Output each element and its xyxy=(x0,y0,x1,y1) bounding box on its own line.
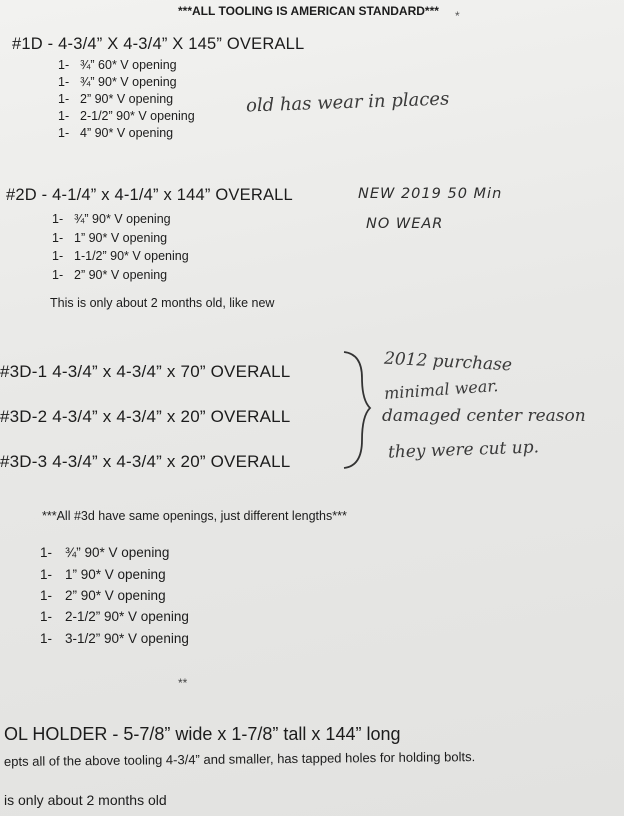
handwritten-note-2d-age: NEW 2019 50 Min xyxy=(358,186,503,202)
handwritten-note-3d-damage: damaged center reason xyxy=(382,406,586,426)
handwritten-note-1d: old has wear in places xyxy=(245,88,450,117)
holder-note: is only about 2 months old xyxy=(4,792,167,808)
list-item: 1- 2” 90* V opening xyxy=(58,92,174,106)
list-item: 1- ¾” 90* V opening xyxy=(58,75,177,89)
handwritten-note-3d-cut: they were cut up. xyxy=(387,437,540,463)
list-item: 1- 4” 90* V opening xyxy=(58,126,174,140)
list-item: 1- 3-1/2” 90* V opening xyxy=(40,631,189,646)
asterisk-mark: ** xyxy=(178,676,188,690)
list-item: 1- 1” 90* V opening xyxy=(52,231,168,245)
handwritten-note-2d-wear: NO WEAR xyxy=(366,216,444,232)
die-1d-header: #1D - 4-3/4” X 4-3/4” X 145” OVERALL xyxy=(12,35,305,53)
holder-header: OL HOLDER - 5-7/8” wide x 1-7/8” tall x 144” long xyxy=(4,724,401,744)
bracket-icon xyxy=(340,348,374,472)
list-item: 1- 2” 90* V opening xyxy=(40,588,166,603)
list-item: 1- 2-1/2” 90* V opening xyxy=(58,109,195,123)
handwritten-note-3d-year: 2012 purchase xyxy=(383,348,513,376)
list-item: 1- ¾” 90* V opening xyxy=(52,212,171,226)
list-item: 1- 1” 90* V opening xyxy=(40,567,166,582)
die-2d-header: #2D - 4-1/4” x 4-1/4” x 144” OVERALL xyxy=(6,186,293,204)
die-3d-1-header: #3D-1 4-3/4” x 4-3/4” x 70” OVERALL xyxy=(0,362,291,381)
die-3d-2-header: #3D-2 4-3/4” x 4-3/4” x 20” OVERALL xyxy=(0,407,291,426)
holder-description: epts all of the above tooling 4-3/4” and smaller, has tapped holes for holding bolts. xyxy=(3,749,476,769)
die-3d-note: ***All #3d have same openings, just different lengths*** xyxy=(42,509,347,523)
handwritten-note-3d-wear: minimal wear. xyxy=(383,376,499,403)
die-2d-note: This is only about 2 months old, like new xyxy=(50,296,275,310)
list-item: 1- ¾” 90* V opening xyxy=(40,545,170,560)
stray-mark: * xyxy=(455,9,460,23)
list-item: 1- ¾” 60* V opening xyxy=(58,58,177,72)
die-3d-3-header: #3D-3 4-3/4” x 4-3/4” x 20” OVERALL xyxy=(0,452,291,471)
page-title: ***ALL TOOLING IS AMERICAN STANDARD*** xyxy=(178,4,439,18)
list-item: 1- 2-1/2” 90* V opening xyxy=(40,609,189,624)
list-item: 1- 2” 90* V opening xyxy=(52,268,168,282)
list-item: 1- 1-1/2” 90* V opening xyxy=(52,249,189,263)
